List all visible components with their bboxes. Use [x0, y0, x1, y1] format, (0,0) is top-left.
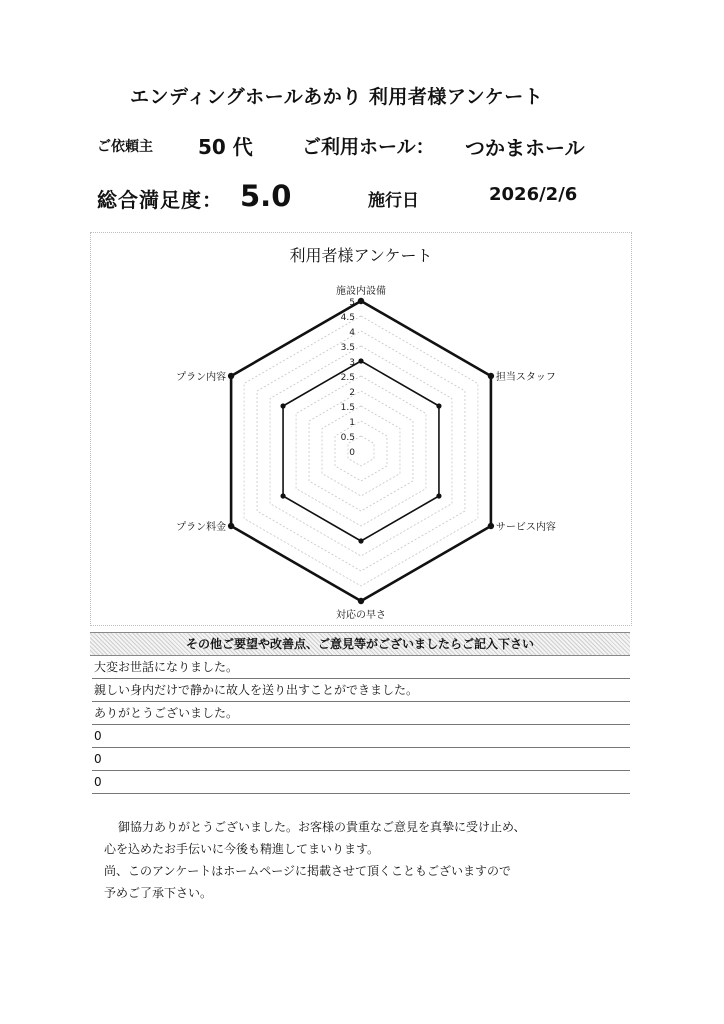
data-point — [228, 373, 234, 379]
footer-line: 予めご了承下さい。 — [104, 886, 213, 900]
date-value: 2026/2/6 — [489, 184, 578, 205]
grid-ring — [244, 316, 478, 586]
comment-line: 0 — [92, 725, 630, 748]
axis-label: プラン料金 — [176, 522, 227, 533]
data-point — [280, 493, 285, 498]
tick-label: 3.5 — [340, 343, 355, 353]
data-point — [358, 298, 364, 304]
date-label: 施行日 — [368, 191, 419, 211]
tick-label: 4 — [349, 328, 355, 338]
tick-label: 3 — [349, 358, 355, 368]
grid-ring — [296, 376, 426, 526]
footer-line: 尚、このアンケートはホームページに掲載させて頂くこともございますので — [104, 864, 512, 878]
data-point — [436, 403, 441, 408]
data-point — [358, 598, 364, 604]
client-age: 50 代 — [198, 135, 253, 159]
tick-label: 1 — [349, 418, 355, 428]
grid-ring — [257, 331, 465, 571]
tick-label: 1.5 — [340, 403, 355, 413]
radar-plot — [91, 233, 631, 625]
hall-name: つかまホール — [465, 136, 585, 160]
axis-label: 施設内設備 — [336, 286, 386, 297]
comment-line: 大変お世話になりました。 — [92, 656, 630, 679]
hall-label: ご利用ホール： — [302, 136, 435, 158]
footer-line: 心を込めたお手伝いに今後も精進してまいります。 — [104, 842, 380, 856]
grid-ring — [270, 346, 452, 556]
tick-label: 5 — [349, 298, 355, 308]
data-point — [280, 403, 285, 408]
comment-line: 0 — [92, 748, 630, 771]
radar-chart — [90, 232, 632, 626]
comment-line: 親しい身内だけで静かに故人を送り出すことができました。 — [92, 679, 630, 702]
tick-label: 4.5 — [340, 313, 355, 323]
tick-label: 2.5 — [340, 373, 355, 383]
axis-label: プラン内容 — [176, 372, 227, 383]
footer-line: 御協力ありがとうございました。お客様の貴重なご意見を真摯に受け止め、 — [118, 820, 526, 834]
data-point — [358, 538, 363, 543]
comments-header: その他ご要望や改善点、ご意見等がございましたらご記入下さい — [90, 632, 630, 656]
data-point — [228, 523, 234, 529]
page-title: エンディングホールあかり 利用者様アンケート — [130, 86, 544, 108]
satisfaction-value: 5.0 — [240, 179, 292, 213]
grid-ring — [335, 421, 387, 481]
grid-ring — [309, 391, 413, 511]
chart-title: 利用者様アンケート — [289, 246, 433, 265]
axis-label: 対応の早さ — [336, 610, 386, 621]
series-line-2 — [283, 361, 439, 541]
client-label: ご依頼主 — [97, 139, 153, 155]
data-point — [358, 358, 363, 363]
data-point — [488, 523, 494, 529]
grid-ring — [283, 361, 439, 541]
grid-ring — [322, 406, 400, 496]
tick-label: 2 — [349, 388, 355, 398]
axis-label: 担当スタッフ — [495, 372, 556, 383]
tick-label: 0 — [349, 448, 355, 458]
data-point — [436, 493, 441, 498]
satisfaction-label: 総合満足度： — [97, 188, 223, 212]
axis-label: サービス内容 — [495, 522, 556, 533]
data-point — [488, 373, 494, 379]
comment-line: ありがとうございました。 — [92, 702, 630, 725]
tick-label: 0.5 — [340, 433, 355, 443]
comment-line: 0 — [92, 771, 630, 794]
